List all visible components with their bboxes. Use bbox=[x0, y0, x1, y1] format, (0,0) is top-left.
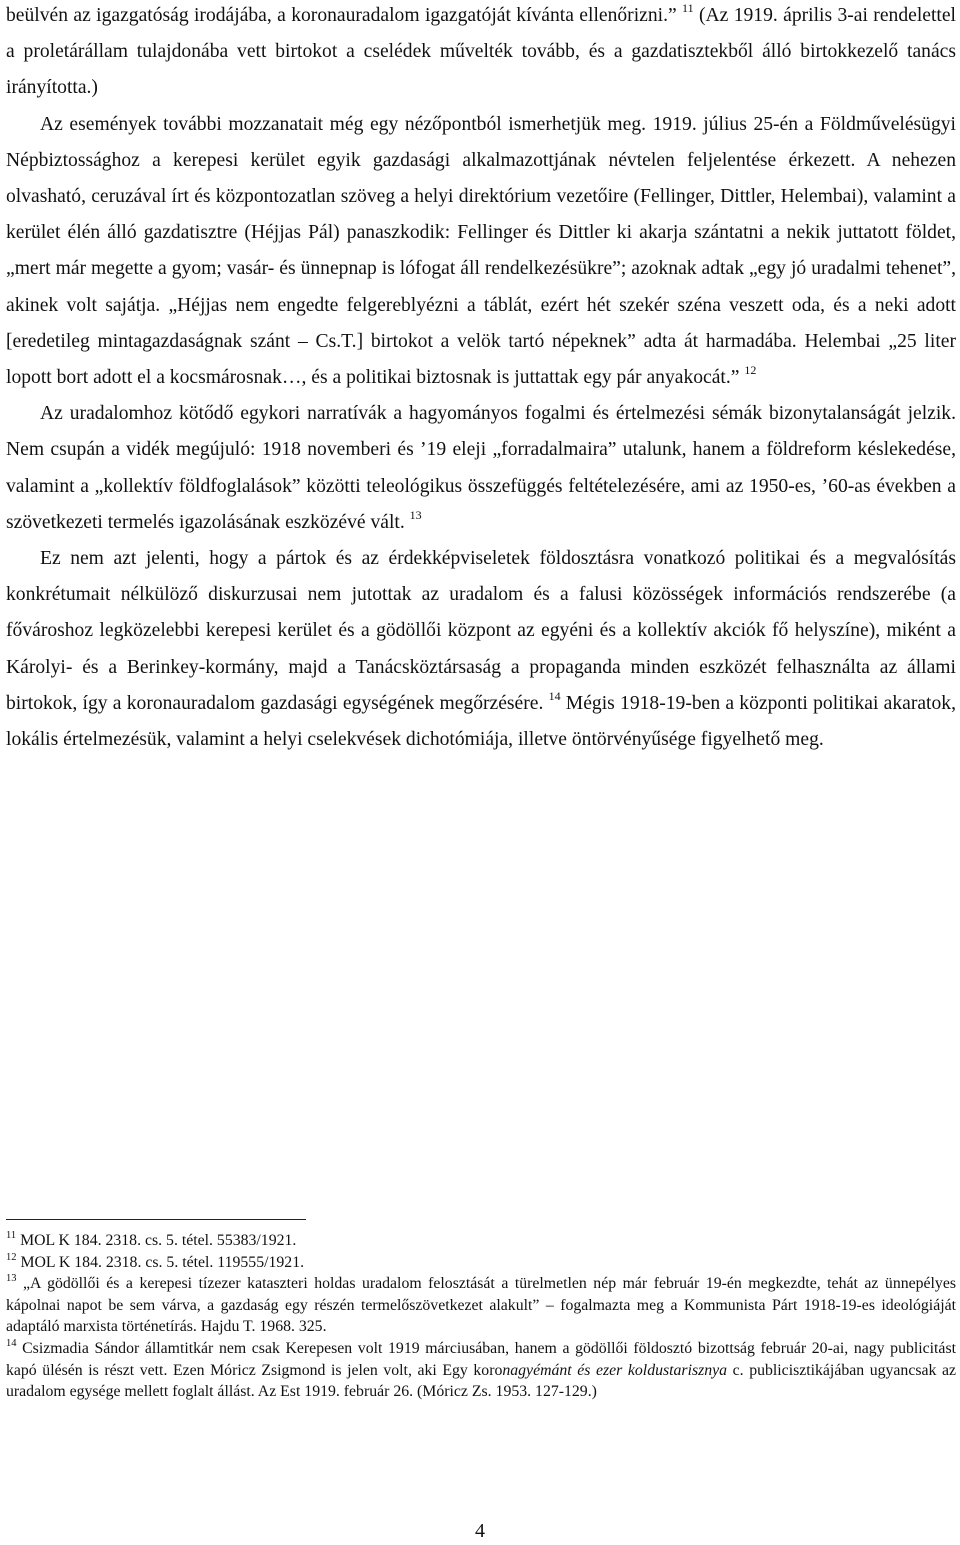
paragraph bbox=[6, 396, 956, 541]
footnote bbox=[6, 1230, 956, 1252]
footnote-number: 14 bbox=[6, 1337, 17, 1349]
footnote bbox=[6, 1273, 956, 1338]
italic-text: nagyémánt és ezer koldustarisznya bbox=[502, 1361, 728, 1379]
text-run: c. publicisztikájában ugyancsak az uradalom egysége mellett foglalt állást. Az Est 1919. február 26. (Móricz Zs. 1953. 127-129.) bbox=[6, 1361, 956, 1401]
footnote-number: 13 bbox=[6, 1273, 17, 1285]
paragraph bbox=[6, 541, 956, 758]
text-run: beülvén az igazgatóság irodájába, a koronauradalom igazgatóját kívánta ellenőrizni.” bbox=[6, 5, 683, 26]
footnote bbox=[6, 1338, 956, 1403]
text-run: Az uradalomhoz kötődő egykori narratívák a hagyományos fogalmi és értelmezési sémák bizonytalanságát jelzik. Nem csupán a vidék megújuló: 1918 novemberi és ’19 eleji „forradalmaira” utalunk, hanem a földreform késlekedése, valamint a „kollektív földfoglalások” közötti teleológikus összefüggés feltételezésére, ami az 1950-es, ’60-as években a szövetkezeti termelés igazolásának eszközévé vált. bbox=[6, 403, 956, 533]
footnote-reference: 11 bbox=[682, 1, 694, 15]
paragraph bbox=[6, 107, 956, 397]
footnote-reference: 12 bbox=[744, 363, 757, 378]
text-run: MOL K 184. 2318. cs. 5. tétel. 55383/1921. bbox=[16, 1232, 297, 1249]
text-run: Az események további mozzanatait még egy nézőpontból ismerhetjük meg. 1919. július 25-én a Földművelésügyi Népbiztossághoz a kerepesi kerület egyik gazdasági alkalmazottjának névtelen feljelentése érkezett. A nehezen olvasható, ceruzával írt és központozatlan szöveg a helyi direktórium vezetőire (Fellinger, Dittler, Helembai), valamint a kerület élén álló gazdatisztre (Héjjas Pál) panaszkodik: Fellinger és Dittler ki akarja szántatni a nekik juttatott földet, „mert már megette a gyom; vasár- és ünnepnap is lófogat áll rendelkezésükre”; azoknak adtak „egy jó uradalmi tehenet”, akinek volt sajátja. „Héjjas nem engedte felgereblyézni a táblát, ezért hét szekér széna veszett oda, és a neki adott [eredetileg mintagazdaságnak szánt – Cs.T.] birtokot a velök tartó népeknek” adta át harmadába. Helembai „25 liter lopott bort adott el a kocsmárosnak…, és a politikai biztosnak is juttattak egy pár anyakocát.” bbox=[6, 113, 956, 389]
text-run: „A gödöllői és a kerepesi tízezer kataszteri holdas uradalom felosztását a türelmetlen nép már február 19-én megkezdte, tehát az ünnepélyes kápolnai napot be sem várva, a gazdaság egy részén termelőszövetkezet alakult” – fogalmazta meg a Kommunista Párt 1918-19-es ideológiáját adaptáló marxista történetírás. Hajdu T. 1968. 325. bbox=[6, 1275, 956, 1336]
footnotes bbox=[6, 1230, 956, 1403]
text-run: Ez nem azt jelenti, hogy a pártok és az érdekképviseletek földosztásra vonatkozó politikai és a megvalósítás konkrétumait nélkülöző diskurzusai nem jutottak az uradalom és a falusi közösségek információs rendszerébe (a fővároshoz legközelebbi kerepesi kerület és a gödöllői központ az egyéni és a kollektív akciók fő helyszíne), miként a Károlyi- és a Berinkey-kormány, majd a Tanácsköztársaság a propaganda minden eszközét felhasználta az állami birtokok, így a koronauradalom gazdasági egységének megőrzésére. bbox=[6, 548, 956, 714]
footnote bbox=[6, 1252, 956, 1274]
text-run: (Az 1919. április 3-ai rendelettel a proletárállam tulajdonába vett birtokot a cselédek művelték tovább, és a gazdatisztekből álló birtokkezelő tanács irányította.) bbox=[6, 5, 956, 99]
page-number: 4 bbox=[475, 1520, 485, 1542]
footnote-reference: 13 bbox=[409, 507, 422, 522]
footnote-reference: 14 bbox=[548, 688, 561, 703]
text-run: Mégis 1918-19-ben a központi politikai akaratok, lokális értelmezésük, valamint a helyi cselekvések dichotómiája, illetve öntörvényűsége figyelhető meg. bbox=[6, 692, 956, 751]
paragraph bbox=[6, 0, 956, 107]
body-text bbox=[6, 0, 956, 758]
text-run: MOL K 184. 2318. cs. 5. tétel. 119555/1921. bbox=[16, 1253, 305, 1271]
text-run: Csizmadia Sándor államtitkár nem csak Kerepesen volt 1919 márciusában, hanem a gödöllői földosztó bizottság február 20-ai, nagy publicitást kapó ülésén is részt vett. Ezen Móricz Zsigmond is jelen volt, aki Egy koro bbox=[6, 1339, 956, 1379]
footnote-separator bbox=[6, 1219, 306, 1220]
footnote-number: 12 bbox=[6, 1251, 17, 1263]
footnote-number: 11 bbox=[6, 1230, 17, 1241]
